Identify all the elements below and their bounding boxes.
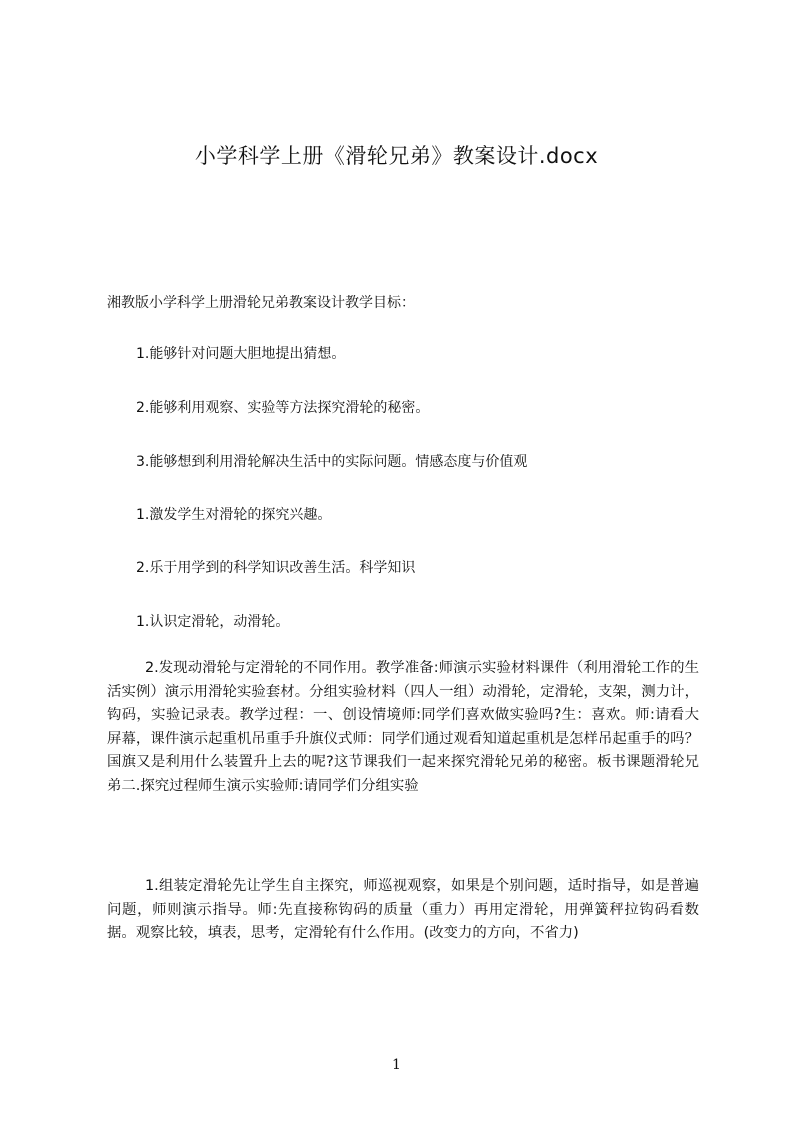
paragraph-objective-3: 3.能够想到利用滑轮解决生活中的实际问题。情感态度与价值观	[136, 454, 528, 470]
paragraph-knowledge-1: 1.认识定滑轮，动滑轮。	[136, 614, 290, 630]
page-number: 1	[392, 1057, 401, 1073]
paragraph-attitude-2: 2.乐于用学到的科学知识改善生活。科学知识	[136, 560, 416, 576]
paragraph-objective-1: 1.能够针对问题大胆地提出猜想。	[136, 346, 346, 362]
paragraph-knowledge-2-and-process: 2.发现动滑轮与定滑轮的不同作用。教学准备:师演示实验材料课件（利用滑轮工作的生活实例）演示用滑轮实验套材。分组实验材料（四人一组）动滑轮，定滑轮，支架，测力计，钩码，实验记录表。教学过程：一、创设情境师:同学们喜欢做实验吗?生：喜欢。师:请看大屏幕，课件演示起重机吊重手升旗仪式师：同学们通过观看知道起重机是怎样吊起重手的吗？国旗又是利用什么装置升上去的呢?这节课我们一起来探究滑轮兄弟的秘密。板书课题滑轮兄弟二.探究过程师生演示实验师:请同学们分组实验	[107, 660, 699, 794]
paragraph-fixed-pulley-experiment: 1.组装定滑轮先让学生自主探究，师巡视观察，如果是个别问题，适时指导，如是普遍问题，师则演示指导。师:先直接称钩码的质量（重力）再用定滑轮，用弹簧秤拉钩码看数据。观察比较，填表，思考，定滑轮有什么作用。(改变力的方向，不省力)	[107, 878, 699, 941]
paragraph-attitude-1: 1.激发学生对滑轮的探究兴趣。	[136, 507, 332, 523]
document-title: 小学科学上册《滑轮兄弟》教案设计.docx	[194, 144, 599, 168]
paragraph-objectives-heading: 湘教版小学科学上册滑轮兄弟教案设计教学目标：	[107, 295, 415, 311]
paragraph-objective-2: 2.能够利用观察、实验等方法探究滑轮的秘密。	[136, 400, 430, 416]
